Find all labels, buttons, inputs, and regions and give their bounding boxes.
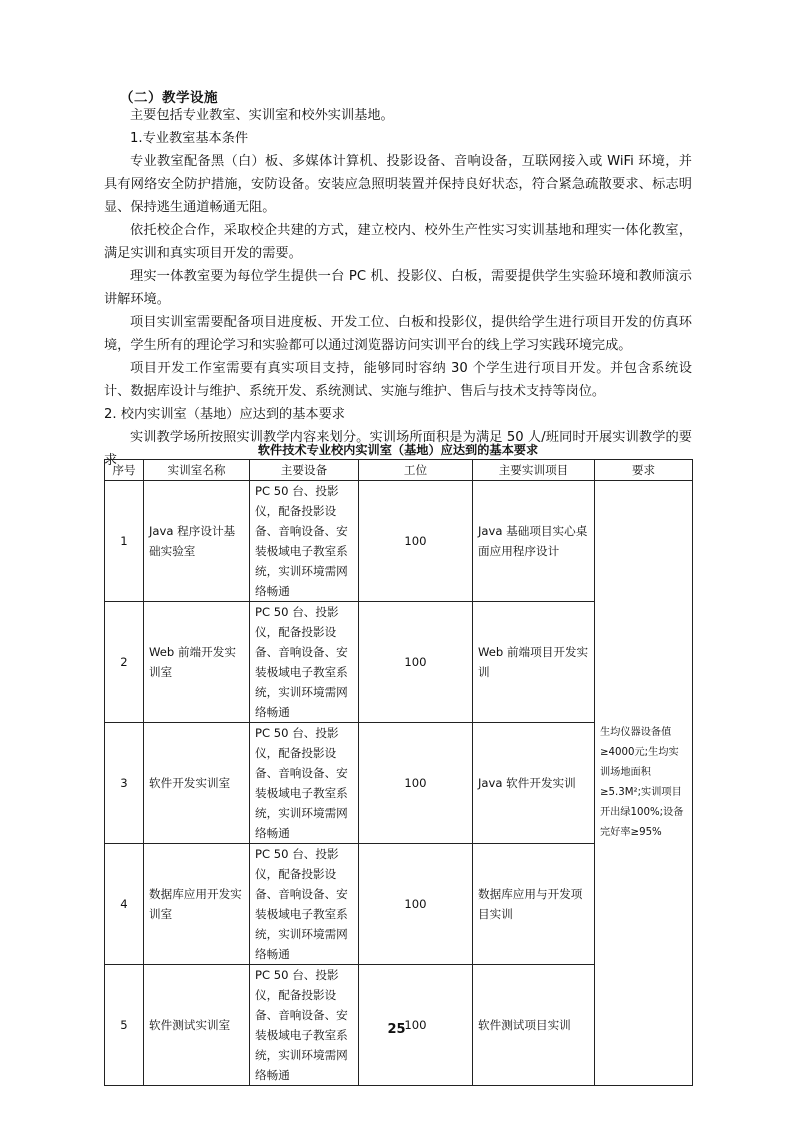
header-no: 序号	[105, 460, 144, 481]
cell-stations: 100	[359, 481, 473, 602]
cell-requirement: 生均仪器设备值≥4000元;生均实训场地面积≥5.3M²;实训项目开出绿100%;设备完好率≥95%	[595, 481, 693, 1086]
cell-equipment: PC 50 台、投影仪，配备投影设备、音响设备、安装极域电子教室系统，实训环境需网络畅通	[250, 965, 359, 1086]
cell-projects: 软件测试项目实训	[473, 965, 595, 1086]
paragraph-training-venue: 实训教学场所按照实训教学内容来划分。实训场所面积是为满足 50 人/班同时开展实训教学的要求	[104, 430, 692, 468]
header-equipment: 主要设备	[250, 460, 359, 481]
cell-projects: Java 软件开发实训	[473, 723, 595, 844]
cell-projects: Web 前端项目开发实训	[473, 602, 595, 723]
cell-no: 1	[105, 481, 144, 602]
subsection-heading-1: 1.专业教室基本条件	[130, 131, 249, 146]
cell-room-name: 数据库应用开发实训室	[144, 844, 250, 965]
table-row	[105, 481, 693, 602]
cell-room-name: 软件测试实训室	[144, 965, 250, 1086]
cell-stations: 100	[359, 602, 473, 723]
paragraph-project-lab: 项目实训室需要配备项目进度板、开发工位、白板和投影仪，提供给学生进行项目开发的仿真环境，学生所有的理论学习和实验都可以通过浏览器访问实训平台的线上学习实践环境完成。	[104, 315, 692, 353]
table-header-row	[105, 460, 693, 481]
cell-no: 4	[105, 844, 144, 965]
cell-no: 5	[105, 965, 144, 1086]
page-number: 25	[387, 1022, 406, 1037]
header-requirement: 要求	[595, 460, 693, 481]
training-room-table	[104, 459, 693, 1086]
cell-equipment: PC 50 台、投影仪，配备投影设备、音响设备、安装极域电子教室系统，实训环境需网络畅通	[250, 481, 359, 602]
cell-stations: 100	[359, 965, 473, 1086]
table-caption: 软件技术专业校内实训室（基地）应达到的基本要求	[257, 443, 539, 457]
cell-room-name: Web 前端开发实训室	[144, 602, 250, 723]
subsection-heading-2: 2. 校内实训室（基地）应达到的基本要求	[104, 407, 345, 422]
header-room-name: 实训室名称	[144, 460, 250, 481]
paragraph-dev-studio: 项目开发工作室需要有真实项目支持，能够同时容纳 30 个学生进行项目开发。并包含系统设计、数据库设计与维护、系统开发、系统测试、实施与维护、售后与技术支持等岗位。	[104, 361, 692, 399]
paragraph-classroom: 专业教室配备黑（白）板、多媒体计算机、投影设备、音响设备，互联网接入或 WiFi 环境，并具有网络安全防护措施，安防设备。安装应急照明装置并保持良好状态，符合紧急疏散要求、标志明显、保持逃生通道畅通无阻。	[104, 154, 692, 215]
cell-equipment: PC 50 台、投影仪，配备投影设备、音响设备、安装极域电子教室系统，实训环境需网络畅通	[250, 602, 359, 723]
cell-equipment: PC 50 台、投影仪，配备投影设备、音响设备、安装极域电子教室系统，实训环境需网络畅通	[250, 844, 359, 965]
header-stations: 工位	[359, 460, 473, 481]
section-heading: （二）教学设施	[120, 90, 218, 106]
cell-room-name: Java 程序设计基础实验室	[144, 481, 250, 602]
paragraph-cooperation: 依托校企合作，采取校企共建的方式，建立校内、校外生产性实习实训基地和理实一体化教室，满足实训和真实项目开发的需要。	[104, 223, 692, 261]
body-text	[104, 104, 692, 472]
cell-stations: 100	[359, 723, 473, 844]
cell-stations: 100	[359, 844, 473, 965]
cell-projects: Java 基础项目实心桌面应用程序设计	[473, 481, 595, 602]
intro-paragraph: 主要包括专业教室、实训室和校外实训基地。	[130, 108, 394, 123]
cell-no: 3	[105, 723, 144, 844]
header-projects: 主要实训项目	[473, 460, 595, 481]
cell-equipment: PC 50 台、投影仪，配备投影设备、音响设备、安装极域电子教室系统，实训环境需网络畅通	[250, 723, 359, 844]
cell-room-name: 软件开发实训室	[144, 723, 250, 844]
cell-no: 2	[105, 602, 144, 723]
paragraph-integrated-room: 理实一体教室要为每位学生提供一台 PC 机、投影仪、白板，需要提供学生实验环境和教师演示讲解环境。	[104, 269, 692, 307]
cell-projects: 数据库应用与开发项目实训	[473, 844, 595, 965]
